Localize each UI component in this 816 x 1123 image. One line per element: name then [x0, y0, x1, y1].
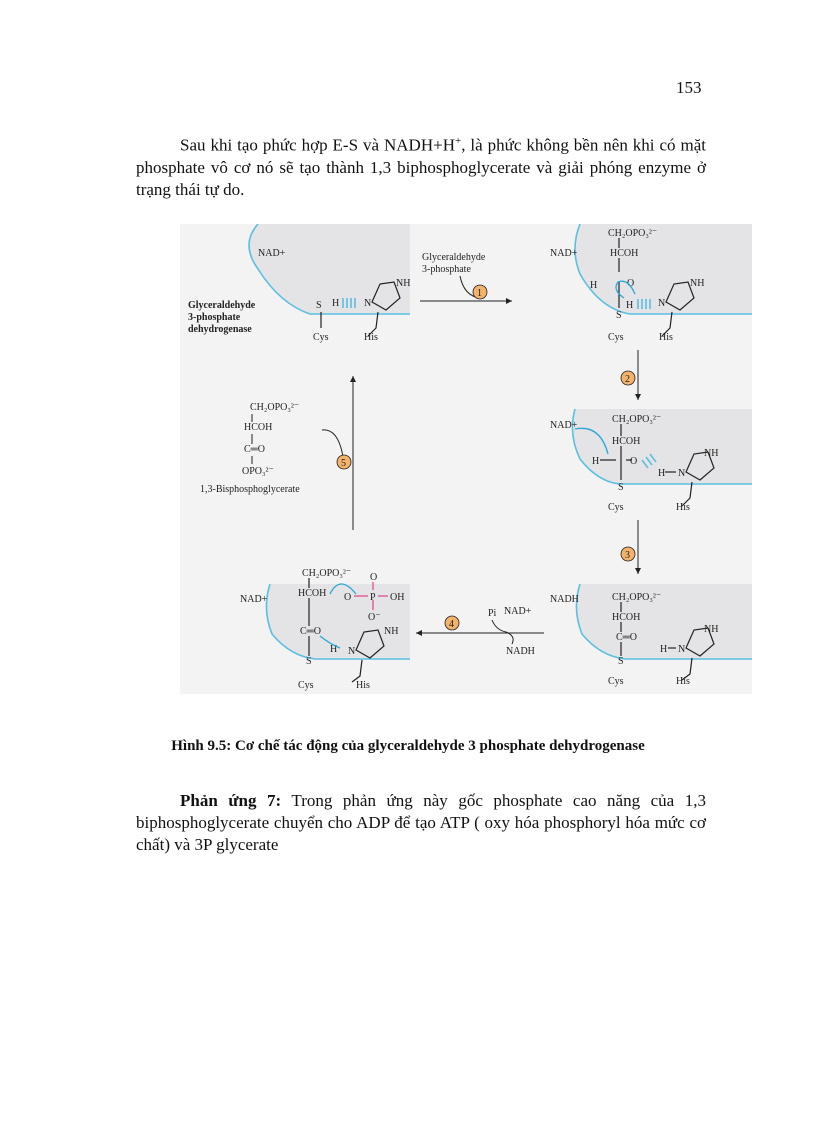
cys-label-2: Cys: [608, 332, 624, 343]
enzyme-name-line2: 3-phosphate: [188, 312, 241, 323]
o-label-2: O: [627, 278, 635, 289]
o-minus-label-5b: O⁻: [368, 612, 381, 623]
reaction7-text: Trong phản ứng này gốc phosphate cao năng của 1,3 biphosphoglycerate chuyển cho ADP để tạo ATP ( oxy hóa phosphoryl hóa mức cơ chất) và 3P glycerate: [136, 791, 706, 854]
enzyme-name-line3: dehydrogenase: [188, 324, 252, 335]
step2-number: 2: [625, 374, 630, 385]
cys-label-5: Cys: [298, 680, 314, 691]
nad-label-step4: NAD+: [504, 606, 532, 617]
step3-arrowhead: [635, 568, 641, 574]
cys-label-4: Cys: [608, 676, 624, 687]
nad-label-2: NAD+: [550, 248, 578, 259]
his-label-1: His: [364, 332, 378, 343]
n-label-4: N: [678, 644, 686, 655]
para1-text-b: , là phức không bền nên khi có mặt phosphate vô cơ nó sẽ tạo thành 1,3 biphosphoglycerate và giải phóng enzyme ở trạng thái tự do.: [136, 135, 706, 199]
o-label-3: O: [630, 456, 638, 467]
n-label-1: N: [364, 298, 372, 309]
step4-number: 4: [449, 619, 454, 630]
substrate-name-line1: Glyceraldehyde: [422, 252, 486, 263]
product-name: 1,3-Bisphosphoglycerate: [200, 484, 300, 495]
ch2opo3-label-2: CH₂OPO₃²⁻: [608, 228, 658, 239]
s-label-1: S: [316, 300, 322, 311]
nadh-label-step4: NADH: [506, 646, 535, 657]
step5-number: 5: [341, 458, 346, 469]
hcoh-label-5: HCOH: [298, 588, 327, 599]
product-opo3: OPO₃²⁻: [242, 466, 274, 477]
nh-label-1: NH: [396, 278, 411, 289]
step1-number: 1: [477, 288, 482, 299]
nad-label-3: NAD+: [550, 420, 578, 431]
step2-arrowhead: [635, 394, 641, 400]
reaction7-label: Phản ứng 7:: [180, 791, 282, 810]
product-ch2opo3: CH₂OPO₃²⁻: [250, 402, 300, 413]
p-label-5: P: [370, 592, 376, 603]
step4-arrowhead: [416, 630, 422, 636]
n-label-2: N: [658, 298, 666, 309]
cys-label-3: Cys: [608, 502, 624, 513]
nadh-label-4: NADH: [550, 594, 579, 605]
h-label-5: H: [330, 644, 338, 655]
mechanism-diagram: [180, 224, 752, 694]
pi-label: Pi: [488, 608, 497, 619]
h-label-4: H: [660, 644, 668, 655]
oh-label-5: OH: [390, 592, 405, 603]
s-label-5: S: [306, 656, 312, 667]
para1-superscript: +: [454, 135, 462, 147]
ch2opo3-label-3: CH₂OPO₃²⁻: [612, 414, 662, 425]
paragraph-reaction7: [136, 790, 706, 856]
nh-label-4: NH: [704, 624, 719, 635]
hcoh-label-2: HCOH: [610, 248, 639, 259]
nad-label-1: NAD+: [258, 248, 286, 259]
step3-number: 3: [625, 550, 630, 561]
his-label-5: His: [356, 680, 370, 691]
n-label-5: N: [348, 646, 356, 657]
nh-label-5: NH: [384, 626, 399, 637]
ch2opo3-label-5: CH₂OPO₃²⁻: [302, 568, 352, 579]
ch2opo3-label-4: CH₂OPO₃²⁻: [612, 592, 662, 603]
step5-arrowhead: [350, 376, 356, 382]
cys-label-1: Cys: [313, 332, 329, 343]
s-label-4: S: [618, 656, 624, 667]
his-label-3: His: [676, 502, 690, 513]
page-number: 153: [676, 78, 702, 97]
step1-arrowhead: [506, 298, 512, 304]
his-label-2: His: [659, 332, 673, 343]
substrate-name-line2: 3-phosphate: [422, 264, 471, 275]
h-label-2b: H: [626, 300, 634, 311]
s-label-3: S: [618, 482, 624, 493]
h-label-3b: H: [658, 468, 666, 479]
s-label-2: S: [616, 310, 622, 321]
h-label-3a: H: [592, 456, 600, 467]
hcoh-label-3: HCOH: [612, 436, 641, 447]
h-label-2a: H: [590, 280, 598, 291]
product-ceqo: C═O: [244, 444, 265, 455]
h-label-1: H: [332, 298, 340, 309]
ceqo-label-5: C═O: [300, 626, 321, 637]
para1-text-a: Sau khi tạo phức hợp E-S và NADH+H: [180, 135, 455, 155]
o-minus-label-5a: O: [344, 592, 352, 603]
product-hcoh: HCOH: [244, 422, 273, 433]
nad-label-5: NAD+: [240, 594, 268, 605]
mechanism-figure: [180, 224, 752, 694]
paragraph-intro: [136, 130, 706, 201]
enzyme-name-line1: Glyceraldehyde: [188, 300, 256, 311]
o-top-label-5: O: [370, 572, 378, 583]
hcoh-label-4: HCOH: [612, 612, 641, 623]
nh-label-3: NH: [704, 448, 719, 459]
his-label-4: His: [676, 676, 690, 687]
n-label-3: N: [678, 468, 686, 479]
step4-curve: [492, 620, 513, 644]
ceqo-label-4: C═O: [616, 632, 637, 643]
figure-caption: Hình 9.5: Cơ chế tác động của glyceraldehyde 3 phosphate dehydrogenase: [171, 738, 645, 754]
nh-label-2: NH: [690, 278, 705, 289]
